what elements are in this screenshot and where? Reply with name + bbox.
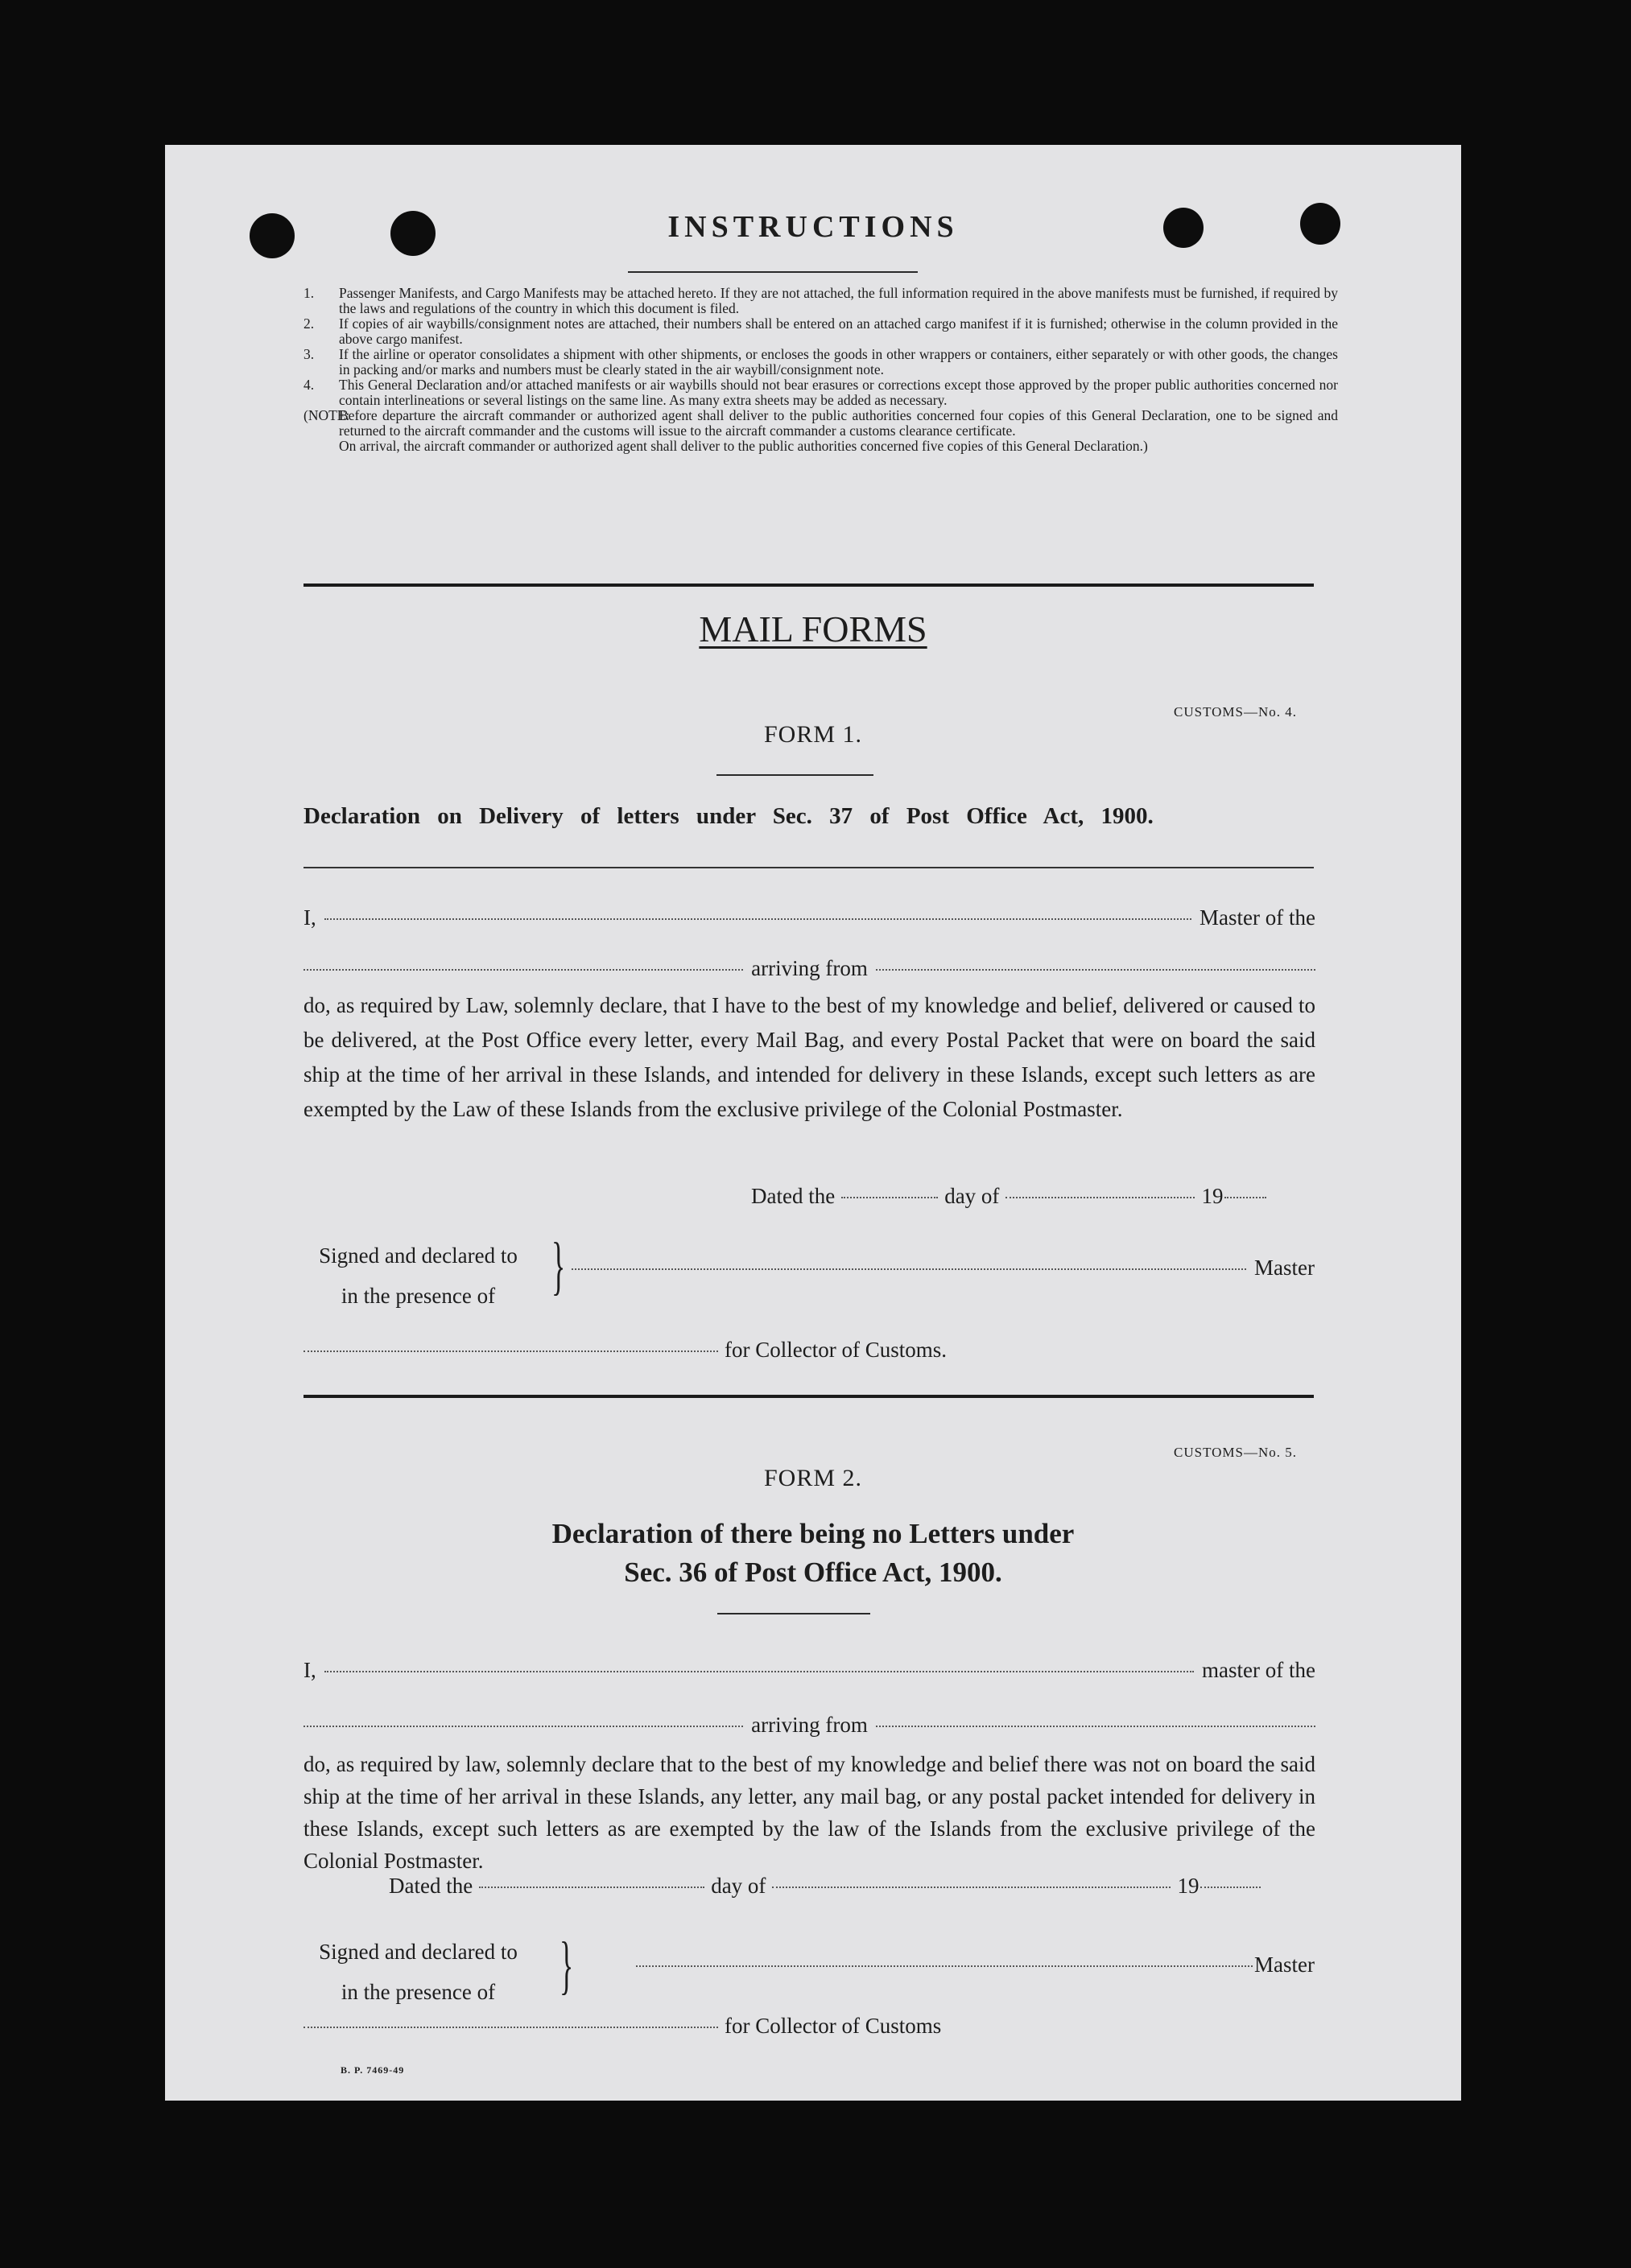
instructions-list (303, 286, 1338, 454)
form2-brace: } (559, 1930, 574, 2001)
form1-title-rule (716, 774, 873, 776)
form2-date-year-field[interactable] (1200, 1887, 1261, 1888)
form2-date-day-field[interactable] (479, 1887, 704, 1888)
form1-signed-label: Signed and declared to in the presence of (319, 1243, 518, 1308)
footer-print-code: B. P. 7469-49 (341, 2064, 405, 2076)
mail-forms-title: MAIL FORMS (699, 608, 927, 649)
form1-date-day-field[interactable] (841, 1197, 938, 1198)
form1-collector-row: for Collector of Customs. (303, 1338, 1028, 1363)
instruction-item: 3. If the airline or operator consolidates a shipment with other shipments, or encloses the goods in other wrappers or containers, either separately or with other goods, the changes in packing and/or marks and numbers must be clearly stated in the air waybill/consignment note. (303, 346, 1338, 377)
form1-date-year-field[interactable] (1224, 1197, 1266, 1198)
form2-date-row: Dated the day of 19 (389, 1874, 1315, 1899)
form1-heading-rule (303, 867, 1314, 868)
form1-name-row: I, Master of the (303, 905, 1315, 930)
form2-signed-label: Signed and declared to in the presence of (319, 1940, 518, 2004)
form2-vessel-row: arriving from (303, 1713, 1315, 1738)
form1-brace: } (551, 1231, 566, 1301)
instructions-title: INSTRUCTIONS (667, 210, 959, 244)
form2-declaration-heading: Declaration of there being no Letters under Sec. 36 of Post Office Act, 1900. (551, 1518, 1075, 1588)
instructions-title-rule (628, 271, 918, 273)
instruction-note-arrival: On arrival, the aircraft commander or authorized agent shall deliver to the public authorities concerned five copies of this General Declaration.) (339, 438, 1148, 454)
form2-name-field[interactable] (324, 1671, 1194, 1672)
form2-date-month-field[interactable] (772, 1887, 1171, 1888)
form2-collector-row: for Collector of Customs (303, 2014, 1028, 2039)
form1-declaration-body: do, as required by Law, solemnly declare, that I have to the best of my knowledge and belief, delivered or caused to be delivered, at the Post Office every letter, every Mail Bag, and every Postal Packet that were on board the said ship at the time of her arrival in these Islands, and intended for delivery in these Islands, except such letters as are exempted by the Law of these Islands from the exclusive privilege of the Colonial Postmaster. (303, 993, 1315, 1121)
form2-master-signature-field[interactable] (636, 1965, 1253, 1967)
form2-title-rule (717, 1613, 870, 1614)
form2-vessel-field[interactable] (303, 1726, 743, 1727)
form1-declaration-heading: Declaration on Delivery of letters under Sec. 37 of Post Office Act, 1900. (303, 803, 1154, 829)
instruction-item: 1. Passenger Manifests, and Cargo Manifests may be attached hereto. If they are not attached, the full information required in the above manifests must be furnished, if required by the laws and regulations of the country in which this document is filed. (303, 285, 1338, 316)
form-divider (303, 1395, 1314, 1398)
form2-origin-field[interactable] (876, 1726, 1315, 1727)
form1-date-month-field[interactable] (1005, 1197, 1195, 1198)
form1-master-signature-field[interactable] (572, 1268, 1246, 1270)
form1-master-row: Master (572, 1256, 1315, 1280)
form1-vessel-field[interactable] (303, 969, 743, 971)
form1-customs-number: CUSTOMS—No. 4. (1174, 704, 1298, 720)
document-page (165, 145, 1461, 2101)
instruction-item: 4. This General Declaration and/or attached manifests or air waybills should not bear erasures or corrections except those approved by the proper public authorities concerned nor contain interlineations or several listings on the same line. As many extra sheets may be added as necessary. (303, 377, 1338, 408)
form2-master-row: Master (636, 1953, 1315, 1977)
form2-customs-number: CUSTOMS—No. 5. (1174, 1445, 1298, 1460)
form1-title: FORM 1. (763, 721, 863, 748)
form2-title: FORM 2. (763, 1465, 863, 1491)
instruction-item: 2. If copies of air waybills/consignment notes are attached, their numbers shall be entered on an attached cargo manifest if it is furnished; otherwise in the column provided in the above cargo manifest. (303, 315, 1338, 347)
form1-date-row: Dated the day of 19 (751, 1184, 1315, 1209)
form1-origin-field[interactable] (876, 969, 1315, 971)
form1-collector-signature-field[interactable] (303, 1350, 718, 1352)
form2-declaration-body: do, as required by law, solemnly declare that to the best of my knowledge and belief there was not on board the said ship at the time of her arrival in these Islands, any letter, any mail bag, or any postal packet intended for delivery in these Islands, except such letters as are exempted by the law of the Islands from the exclusive privilege of the Colonial Postmaster. (303, 1752, 1315, 1873)
form1-name-field[interactable] (324, 918, 1191, 920)
instruction-note: (NOTE: Before departure the aircraft commander or authorized agent shall deliver to the public authorities concerned four copies of this General Declaration, one to be signed and returned to the aircraft commander and the customs will issue to the aircraft commander a customs clearance certificate. (303, 407, 1338, 439)
section-divider (303, 583, 1314, 587)
form2-name-row: I, master of the (303, 1658, 1315, 1682)
form1-vessel-row: arriving from (303, 956, 1315, 981)
form2-collector-signature-field[interactable] (303, 2027, 718, 2028)
